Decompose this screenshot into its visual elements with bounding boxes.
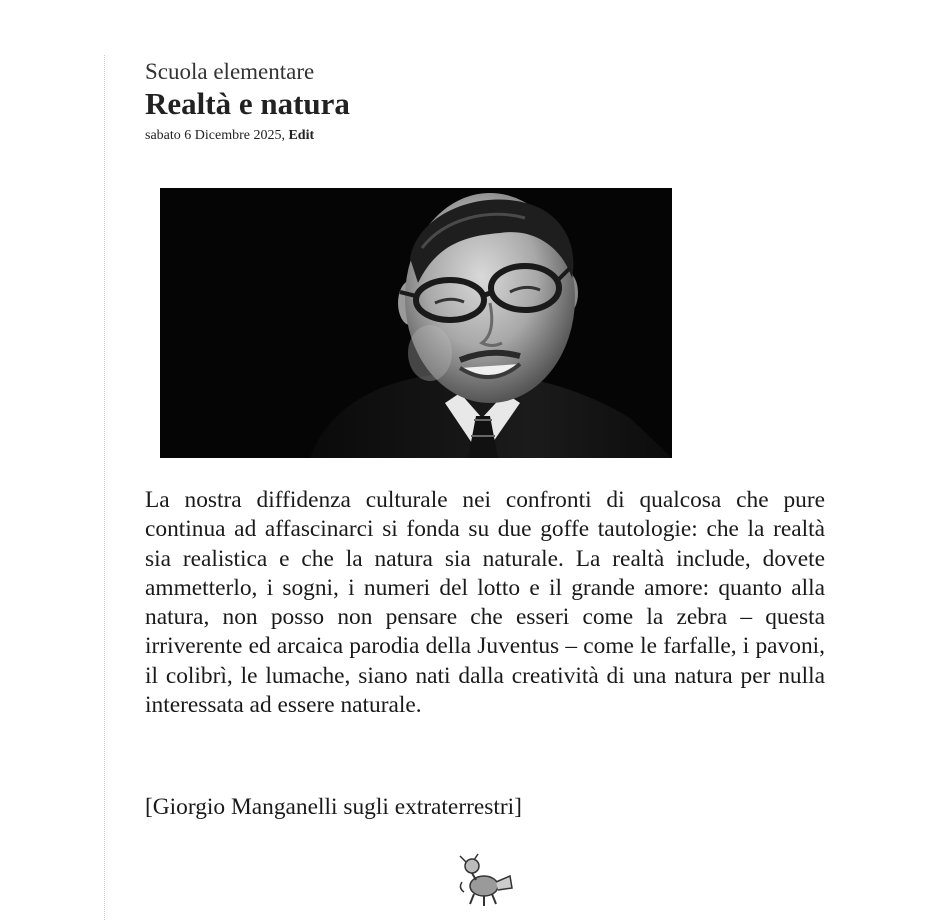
post-category-link[interactable]: Scuola elementare: [145, 59, 315, 84]
quote-source: [Giorgio Manganelli sugli extraterrestri]: [145, 794, 522, 820]
post-date: sabato 6 Dicembre 2025: [145, 128, 282, 143]
article-paragraph: La nostra diffidenza culturale nei confronti di qualcosa che pure continua ad affascinarci si fonda su due goffe tautologie: che la realtà sia realistica e che la natura sia naturale. La realtà include, dovete ammetterlo, i sogni, i numeri del lotto e il grande amore: quanto alla natura, non posso non pensare che esseri come la zebra – questa irriverente ed arcaica parodia della Juventus – come le farfalle, i pavoni, il colibrì, le lumache, siano nati dalla creatività di una natura per nulla interessata ad essere naturale.: [145, 487, 825, 719]
edit-link[interactable]: Edit: [288, 128, 315, 143]
meta-separator: ,: [281, 128, 289, 143]
left-margin-rule: [104, 55, 105, 920]
whimsical-creature-icon: [454, 852, 516, 908]
portrait-photo: [160, 188, 672, 458]
portrait-illustration: [160, 188, 672, 458]
post-meta: [145, 128, 825, 144]
post-header: [145, 58, 825, 144]
post-title: Realtà e natura: [145, 86, 350, 121]
